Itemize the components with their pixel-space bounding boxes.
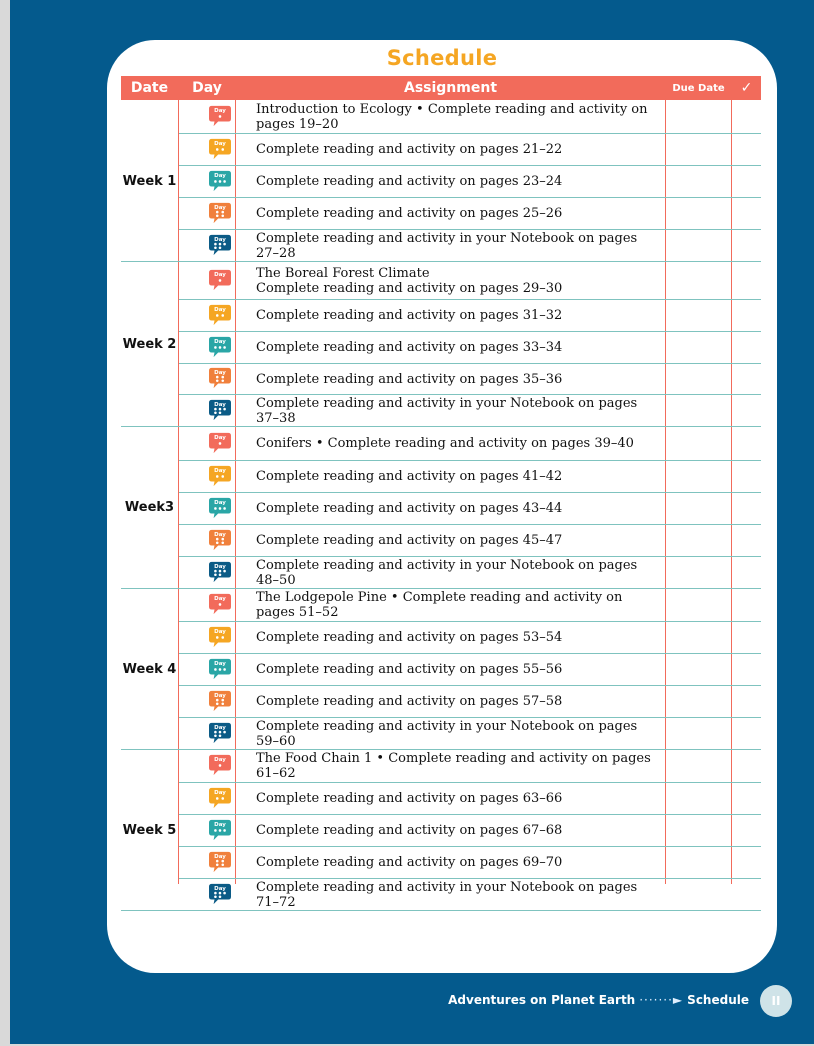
day-badge-label: Day [214, 499, 226, 506]
day-badge-label: Day [214, 434, 226, 441]
assignment-text [256, 750, 661, 782]
table-row [121, 134, 761, 165]
assignment-text [256, 262, 661, 299]
schedule-card [107, 40, 777, 973]
assignment-line: The Boreal Forest Climate [256, 265, 430, 281]
assignment-line: Complete reading and activity on pages 25–26 [256, 206, 563, 221]
page-number: II [760, 985, 792, 1017]
week-label: Week3 [124, 500, 175, 515]
day-4-badge-icon [207, 367, 233, 389]
day-3-badge-icon [207, 819, 233, 841]
day-4-badge-icon [207, 851, 233, 873]
table-row [121, 622, 761, 653]
day-3-badge-icon [207, 170, 233, 192]
table-row [121, 493, 761, 524]
assignment-text [256, 557, 661, 588]
assignment-line: Complete reading and activity in your Notebook on pages 59–60 [256, 718, 638, 749]
assignment-text [256, 718, 661, 749]
assignment-line: Complete reading and activity on pages 55–56 [256, 662, 563, 677]
table-row [121, 166, 761, 197]
assignment-text [256, 230, 661, 261]
day-5-badge-icon [207, 561, 233, 583]
table-row [121, 847, 761, 878]
assignment-line: The Food Chain 1 • Complete reading and activity on pages 61–62 [256, 751, 651, 781]
table-row [121, 198, 761, 229]
week-label: Week 5 [122, 822, 177, 838]
day-badge-label: Day [214, 306, 226, 313]
table-row [121, 589, 761, 621]
assignment-line: Complete reading and activity on pages 31–32 [256, 308, 563, 323]
day-1-badge-icon [207, 432, 233, 454]
day-badge-label: Day [214, 853, 226, 860]
assignment-line: Complete reading and activity on pages 69–70 [256, 855, 563, 870]
day-badge-label: Day [214, 172, 226, 179]
assignment-line: Complete reading and activity on pages 23–24 [256, 174, 563, 189]
day-3-badge-icon [207, 336, 233, 358]
day-badge-label: Day [214, 467, 226, 474]
week-label: Week 1 [122, 173, 177, 189]
day-1-badge-icon [207, 754, 233, 776]
day-5-badge-icon [207, 234, 233, 256]
assignment-line: Complete reading and activity on pages 67–68 [256, 823, 563, 838]
assignment-text [256, 879, 661, 910]
table-row [121, 364, 761, 394]
week-label: Week 2 [122, 336, 177, 352]
day-badge-label: Day [214, 595, 226, 602]
day-badge-label: Day [214, 724, 226, 731]
footer-breadcrumb [448, 993, 749, 1007]
assignment-line: Introduction to Ecology • Complete reading and activity on pages 19–20 [256, 102, 648, 132]
table-row [121, 395, 761, 426]
day-badge-label: Day [214, 204, 226, 211]
day-2-badge-icon [207, 465, 233, 487]
assignment-text [256, 525, 661, 556]
day-2-badge-icon [207, 626, 233, 648]
table-row [121, 262, 761, 299]
table-row [121, 230, 761, 261]
assignment-line: Complete reading and activity on pages 43–44 [256, 501, 563, 516]
day-2-badge-icon [207, 304, 233, 326]
assignment-text [256, 198, 661, 229]
day-badge-label: Day [214, 789, 226, 796]
footer-book-title: Adventures on Planet Earth [448, 993, 636, 1007]
footer-section: Schedule [687, 993, 749, 1007]
assignment-text [256, 166, 661, 197]
assignment-text [256, 783, 661, 814]
header-check: ✓ [732, 76, 761, 100]
day-5-badge-icon [207, 399, 233, 421]
assignment-line: Complete reading and activity in your Notebook on pages 37–38 [256, 395, 638, 426]
day-badge-label: Day [214, 563, 226, 570]
assignment-line: Complete reading and activity on pages 63–66 [256, 791, 563, 806]
assignment-line: Complete reading and activity on pages 35–36 [256, 371, 563, 387]
assignment-line: Complete reading and activity in your Notebook on pages 27–28 [256, 230, 638, 261]
assignment-line: Complete reading and activity on pages 45–47 [256, 533, 563, 548]
table-row [121, 557, 761, 588]
day-badge-label: Day [214, 271, 226, 278]
day-badge-label: Day [214, 885, 226, 892]
day-1-badge-icon [207, 593, 233, 615]
week-label: Week 4 [122, 661, 177, 677]
assignment-text [256, 364, 661, 394]
header-assignment: Assignment [236, 76, 665, 100]
day-3-badge-icon [207, 497, 233, 519]
table-row [121, 101, 761, 133]
day-2-badge-icon [207, 787, 233, 809]
day-badge-label: Day [214, 628, 226, 635]
day-badge-label: Day [214, 821, 226, 828]
day-badge-label: Day [214, 107, 226, 114]
day-badge-label: Day [214, 401, 226, 408]
day-3-badge-icon [207, 658, 233, 680]
table-row [121, 783, 761, 814]
assignment-text [256, 847, 661, 878]
table-row [121, 718, 761, 749]
assignment-line: Complete reading and activity in your Notebook on pages 48–50 [256, 557, 638, 588]
table-row [121, 332, 761, 363]
day-badge-label: Day [214, 140, 226, 147]
table-row [121, 300, 761, 331]
page-title: Schedule [386, 46, 498, 70]
assignment-text [256, 815, 661, 846]
assignment-line: Conifers • Complete reading and activity on pages 39–40 [256, 436, 634, 451]
assignment-line: Complete reading and activity on pages 53–54 [256, 630, 563, 645]
table-row [121, 815, 761, 846]
assignment-line: Complete reading and activity on pages 29–30 [256, 280, 563, 296]
assignment-line: Complete reading and activity on pages 33–34 [256, 340, 563, 355]
assignment-text [256, 427, 661, 460]
table-row [121, 879, 761, 910]
day-badge-label: Day [214, 531, 226, 538]
table-row [121, 686, 761, 717]
header-day: Day [179, 76, 235, 100]
day-4-badge-icon [207, 690, 233, 712]
day-4-badge-icon [207, 529, 233, 551]
row-divider [121, 910, 761, 911]
assignment-text [256, 622, 661, 653]
table-row [121, 654, 761, 685]
assignment-text [256, 654, 661, 685]
assignment-text [256, 493, 661, 524]
assignment-text [256, 686, 661, 717]
day-5-badge-icon [207, 722, 233, 744]
table-row [121, 461, 761, 492]
table-row [121, 750, 761, 782]
day-4-badge-icon [207, 202, 233, 224]
assignment-text [256, 589, 661, 621]
page-background [10, 0, 814, 1044]
header-due-date: Due Date [666, 76, 731, 100]
day-badge-label: Day [214, 756, 226, 763]
assignment-line: The Lodgepole Pine • Complete reading and activity on pages 51–52 [256, 590, 623, 620]
assignment-text [256, 300, 661, 331]
day-2-badge-icon [207, 138, 233, 160]
assignment-text [256, 332, 661, 363]
day-badge-label: Day [214, 338, 226, 345]
assignment-line: Complete reading and activity on pages 41–42 [256, 469, 563, 484]
day-badge-label: Day [214, 660, 226, 667]
day-badge-label: Day [214, 369, 226, 376]
assignment-text [256, 134, 661, 165]
day-badge-label: Day [214, 692, 226, 699]
day-badge-label: Day [214, 236, 226, 243]
day-1-badge-icon [207, 269, 233, 291]
assignment-line: Complete reading and activity on pages 57–58 [256, 694, 563, 709]
table-row [121, 427, 761, 460]
assignment-text [256, 395, 661, 426]
assignment-text [256, 101, 661, 133]
assignment-line: Complete reading and activity on pages 21–22 [256, 142, 563, 157]
table-row [121, 525, 761, 556]
day-1-badge-icon [207, 105, 233, 127]
assignment-line: Complete reading and activity in your Notebook on pages 71–72 [256, 879, 638, 910]
header-date: Date [121, 76, 178, 100]
footer-arrow: ·······► [639, 993, 684, 1007]
assignment-text [256, 461, 661, 492]
day-5-badge-icon [207, 883, 233, 905]
